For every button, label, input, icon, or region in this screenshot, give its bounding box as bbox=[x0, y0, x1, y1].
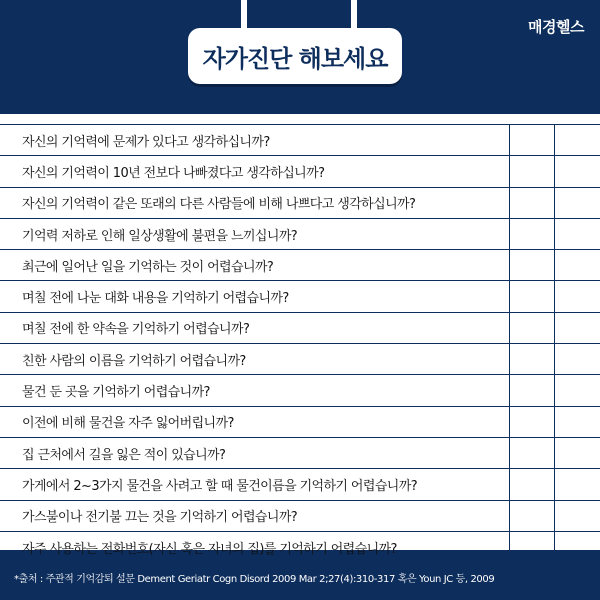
checklist-row bbox=[0, 532, 600, 563]
question-text: 가게에서 2~3가지 물건을 사려고 할 때 물건이름을 기억하기 어렵습니까? bbox=[22, 478, 418, 494]
checklist-table bbox=[0, 124, 600, 563]
answer-cell-yes[interactable] bbox=[509, 313, 554, 343]
answer-cell-no[interactable] bbox=[554, 469, 600, 499]
checklist-sheet bbox=[0, 108, 600, 557]
answer-cell-yes[interactable] bbox=[509, 125, 554, 155]
answer-cell-yes[interactable] bbox=[509, 344, 554, 374]
answer-cell-no[interactable] bbox=[554, 375, 600, 405]
title-box bbox=[188, 28, 402, 84]
question-text: 친한 사람의 이름을 기억하기 어렵습니까? bbox=[22, 353, 246, 369]
checklist-row bbox=[0, 313, 600, 344]
answer-cell-no[interactable] bbox=[554, 407, 600, 437]
checklist-row bbox=[0, 124, 600, 156]
answer-cell-no[interactable] bbox=[554, 125, 600, 155]
question-text: 최근에 일어난 일을 기억하는 것이 어렵습니까? bbox=[22, 259, 274, 275]
checklist-row bbox=[0, 250, 600, 281]
answer-cell-no[interactable] bbox=[554, 501, 600, 531]
answer-cell-yes[interactable] bbox=[509, 156, 554, 186]
checklist-row bbox=[0, 156, 600, 187]
answer-cell-yes[interactable] bbox=[509, 438, 554, 468]
answer-cell-no[interactable] bbox=[554, 532, 600, 562]
checklist-row bbox=[0, 438, 600, 469]
question-text: 집 근처에서 길을 잃은 적이 있습니까? bbox=[22, 447, 226, 463]
answer-cell-no[interactable] bbox=[554, 281, 600, 311]
checklist-row bbox=[0, 188, 600, 219]
question-text: 기억력 저하로 인해 일상생활에 불편을 느끼십니까? bbox=[22, 228, 298, 244]
answer-cell-yes[interactable] bbox=[509, 469, 554, 499]
question-text: 자신의 기억력이 같은 또래의 다른 사람들에 비해 나쁘다고 생각하십니까? bbox=[22, 197, 416, 213]
checklist-row bbox=[0, 501, 600, 532]
question-text: 물건 둔 곳을 기억하기 어렵습니까? bbox=[22, 385, 210, 401]
checklist-row bbox=[0, 375, 600, 406]
question-text: 며칠 전에 한 약속을 기억하기 어렵습니까? bbox=[22, 322, 250, 338]
answer-cell-no[interactable] bbox=[554, 438, 600, 468]
answer-cell-no[interactable] bbox=[554, 344, 600, 374]
checklist-row bbox=[0, 344, 600, 375]
question-text: 며칠 전에 나눈 대화 내용을 기억하기 어렵습니까? bbox=[22, 291, 289, 307]
answer-cell-no[interactable] bbox=[554, 313, 600, 343]
answer-cell-yes[interactable] bbox=[509, 501, 554, 531]
question-text: 자신의 기억력이 10년 전보다 나빠졌다고 생각하십니까? bbox=[22, 165, 325, 181]
answer-cell-yes[interactable] bbox=[509, 281, 554, 311]
source-footnote: *출처 : 주관적 기억감퇴 설문 Dement Geriatr Cogn Disord 2009 Mar 2;27(4):310-317 혹은 Youn JC 등, 2009 bbox=[14, 574, 495, 585]
question-text: 가스불이나 전기불 끄는 것을 기억하기 어렵습니까? bbox=[22, 510, 298, 526]
answer-cell-no[interactable] bbox=[554, 156, 600, 186]
checklist-row bbox=[0, 469, 600, 500]
answer-cell-yes[interactable] bbox=[509, 375, 554, 405]
answer-cell-yes[interactable] bbox=[509, 219, 554, 249]
answer-cell-yes[interactable] bbox=[509, 250, 554, 280]
answer-cell-yes[interactable] bbox=[509, 188, 554, 218]
checklist-row bbox=[0, 219, 600, 250]
page-title: 자가진단 해보세요 bbox=[202, 44, 388, 73]
checklist-row bbox=[0, 407, 600, 438]
answer-cell-no[interactable] bbox=[554, 219, 600, 249]
checklist-row bbox=[0, 281, 600, 312]
answer-cell-yes[interactable] bbox=[509, 532, 554, 562]
question-text: 자주 사용하는 전화번호(자신 혹은 자녀의 집)를 기억하기 어렵습니까? bbox=[22, 541, 397, 557]
answer-cell-yes[interactable] bbox=[509, 407, 554, 437]
answer-cell-no[interactable] bbox=[554, 188, 600, 218]
answer-cell-no[interactable] bbox=[554, 250, 600, 280]
brand-logo: 매경헬스 bbox=[528, 18, 584, 36]
question-text: 자신의 기억력에 문제가 있다고 생각하십니까? bbox=[22, 134, 270, 150]
question-text: 이전에 비해 물건을 자주 잃어버립니까? bbox=[22, 416, 234, 432]
